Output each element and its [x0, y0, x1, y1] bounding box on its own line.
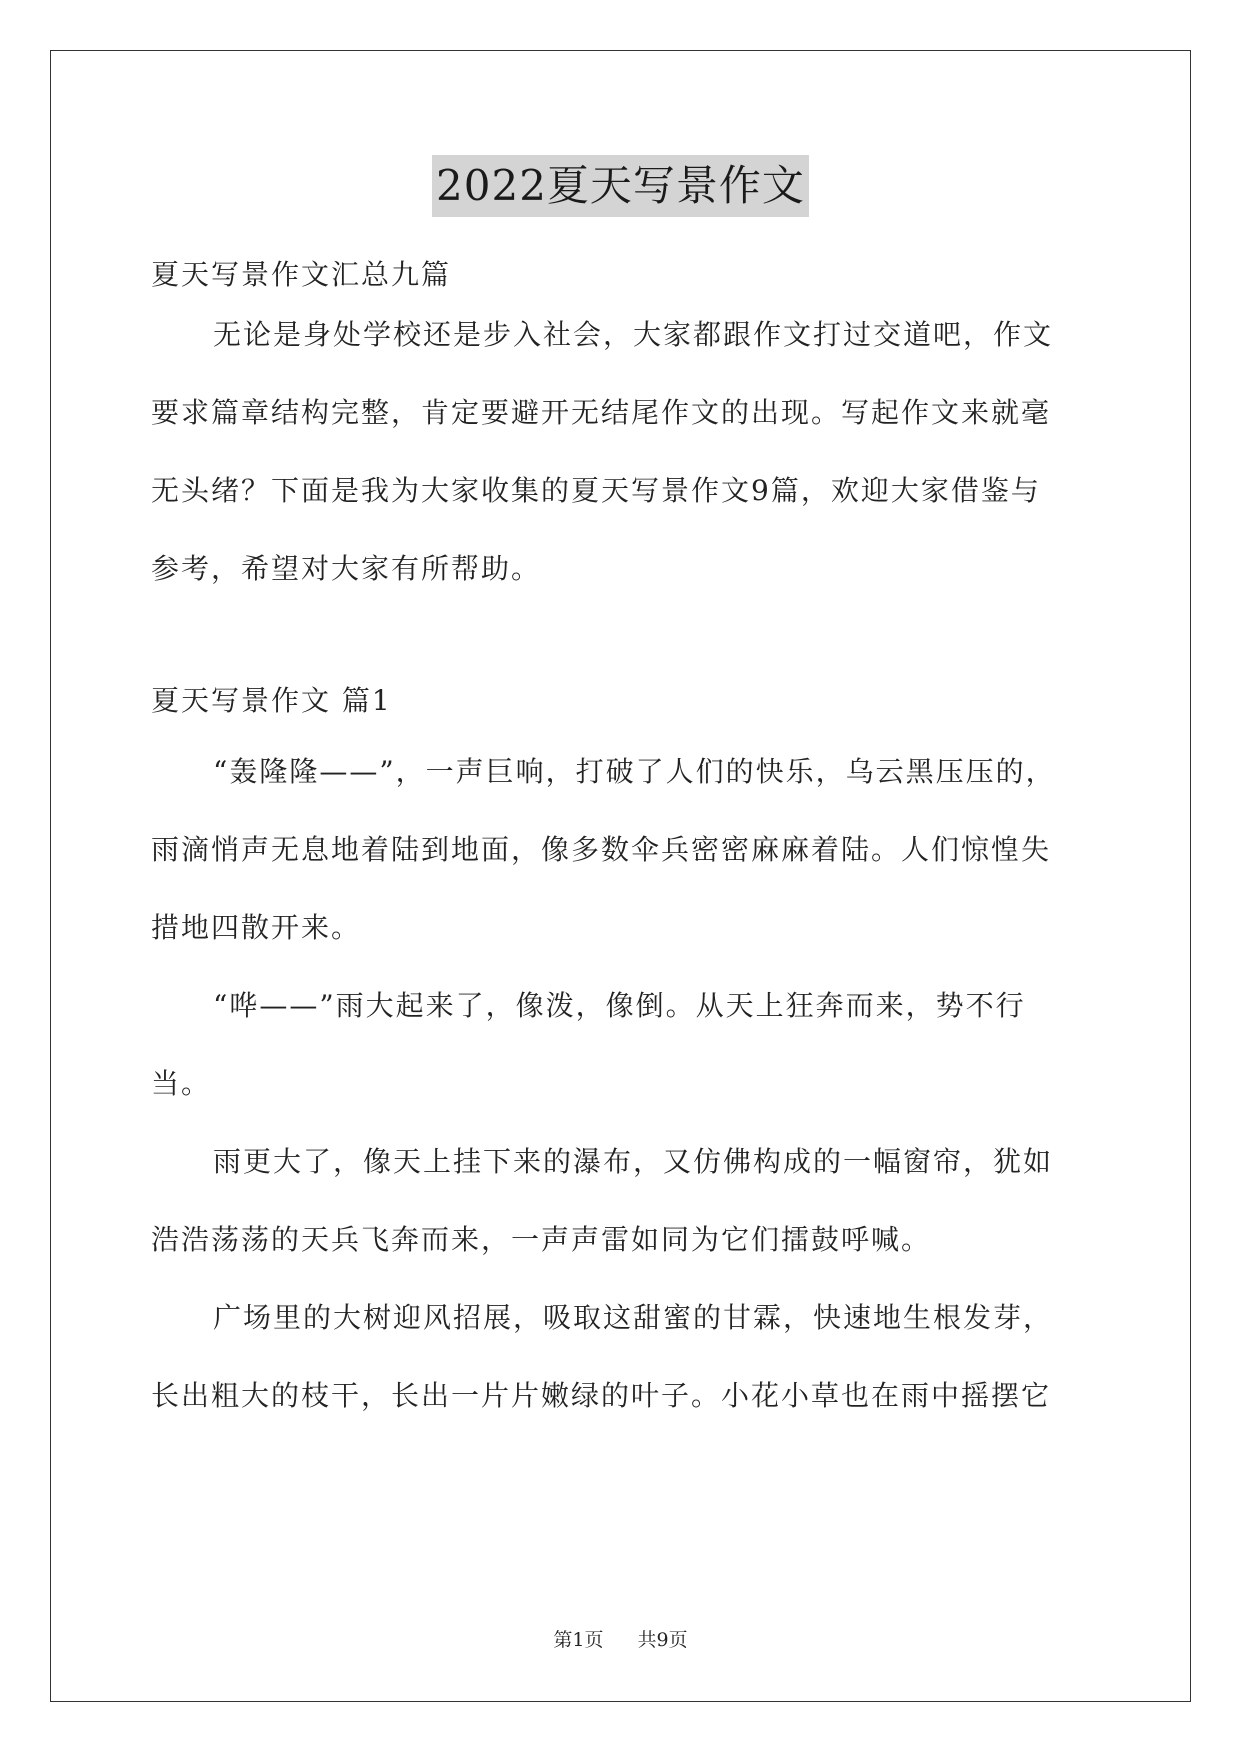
section-heading: 夏天写景作文 篇1 [151, 684, 392, 717]
paragraph-1-line-1: “轰隆隆——”，一声巨响，打破了人们的快乐，乌云黑压压的， [213, 755, 1056, 788]
paragraph-1 [151, 733, 1091, 967]
page-number-total: 共9页 [637, 1629, 688, 1651]
page-number-current: 第1页 [553, 1629, 604, 1651]
page-footer [0, 1625, 1241, 1652]
intro-line-4: 参考，希望对大家有所帮助。 [151, 552, 542, 585]
subtitle: 夏天写景作文汇总九篇 [151, 258, 452, 291]
intro-line-3: 无头绪？下面是我为大家收集的夏天写景作文9篇，欢迎大家借鉴与 [151, 474, 1041, 507]
paragraph-2-line-1: “哗——”雨大起来了，像泼，像倒。从天上狂奔而来，势不行 [213, 989, 1026, 1022]
paragraph-1-line-3: 措地四散开来。 [151, 911, 362, 944]
paragraph-2-line-2: 当。 [151, 1067, 212, 1100]
intro-line-2: 要求篇章结构完整，肯定要避开无结尾作文的出现。写起作文来就毫 [151, 396, 1052, 429]
intro-line-1: 无论是身处学校还是步入社会，大家都跟作文打过交道吧，作文 [213, 318, 1054, 351]
document-title: 2022夏天写景作文 [432, 155, 809, 217]
paragraph-1-line-2: 雨滴悄声无息地着陆到地面，像多数伞兵密密麻麻着陆。人们惊惶失 [151, 833, 1052, 866]
paragraph-4 [151, 1279, 1091, 1435]
paragraph-3 [151, 1123, 1091, 1279]
title-container [0, 155, 1241, 217]
paragraph-4-line-2: 长出粗大的枝干，长出一片片嫩绿的叶子。小花小草也在雨中摇摆它 [151, 1379, 1052, 1412]
intro-paragraph [151, 296, 1091, 608]
paragraph-4-line-1: 广场里的大树迎风招展，吸取这甜蜜的甘霖，快速地生根发芽， [213, 1301, 1054, 1334]
paragraph-2 [151, 967, 1091, 1123]
paragraph-3-line-1: 雨更大了，像天上挂下来的瀑布，又仿佛构成的一幅窗帘，犹如 [213, 1145, 1054, 1178]
paragraph-3-line-2: 浩浩荡荡的天兵飞奔而来，一声声雷如同为它们擂鼓呼喊。 [151, 1223, 932, 1256]
